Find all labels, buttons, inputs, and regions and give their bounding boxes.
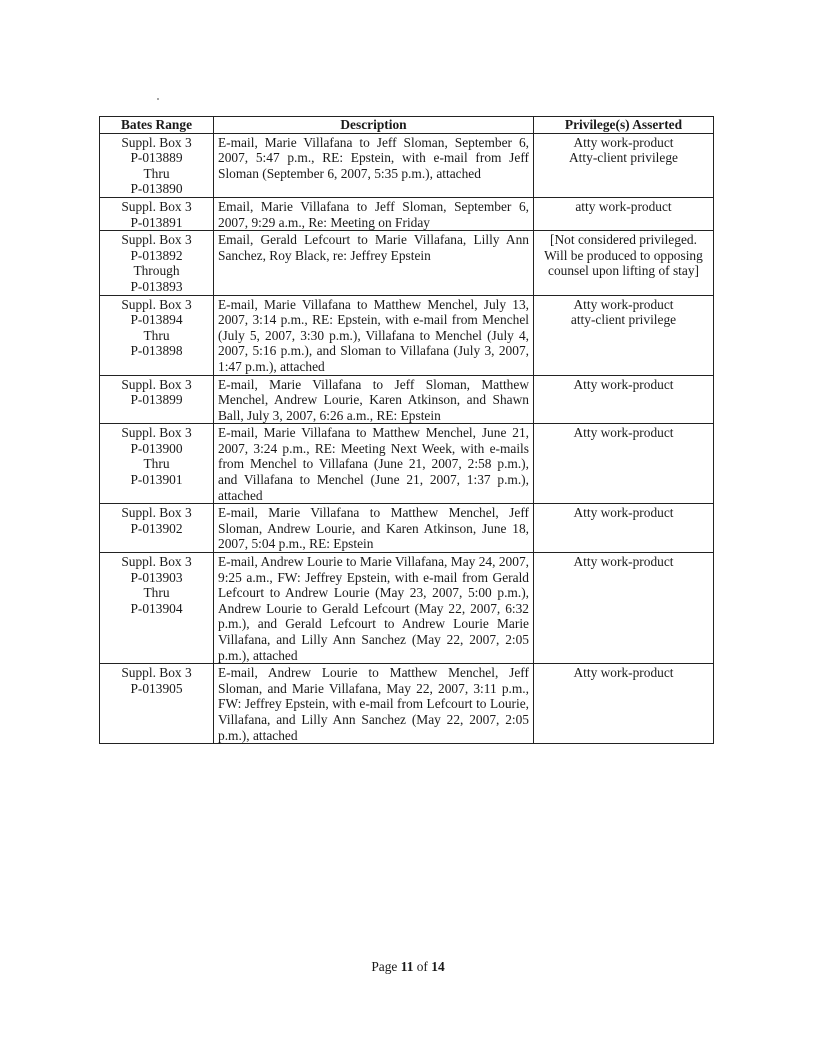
bates-range-cell <box>100 295 214 375</box>
privilege-line: Atty-client privilege <box>569 150 678 166</box>
privilege-line: Atty work-product <box>573 425 674 441</box>
bates-range-cell <box>100 375 214 424</box>
page-number-current: 11 <box>400 959 414 974</box>
privilege-line: Atty work-product <box>573 376 674 392</box>
bates-line: Through <box>133 263 180 279</box>
bates-line: P-013905 <box>130 680 183 696</box>
description-cell: Email, Marie Villafana to Jeff Sloman, September 6, 2007, 9:29 a.m., Re: Meeting on Friday <box>214 197 534 230</box>
bates-line: P-013894 <box>130 312 183 328</box>
bates-line: Suppl. Box 3 <box>121 665 192 681</box>
bates-range-cell <box>100 133 214 197</box>
bates-line: Suppl. Box 3 <box>121 425 192 441</box>
privilege-cell <box>534 504 714 553</box>
privilege-cell <box>534 295 714 375</box>
table-row <box>100 375 714 424</box>
bates-range-cell <box>100 553 214 664</box>
description-cell: E-mail, Andrew Lourie to Matthew Menchel, Jeff Sloman, and Marie Villafana, May 22, 2007, 3:11 p.m., FW: Jeffrey Epstein, with e-mail from Lefcourt to Lourie, Villafana, and Lilly Ann Sanchez (May 22, 2007, 2:05 p.m.), attached <box>214 664 534 744</box>
bates-line: P-013902 <box>130 520 183 536</box>
privilege-cell <box>534 133 714 197</box>
privilege-line: Atty work-product <box>573 134 674 150</box>
bates-line: P-013901 <box>130 472 183 488</box>
table-row <box>100 197 714 230</box>
description-cell: Email, Gerald Lefcourt to Marie Villafana, Lilly Ann Sanchez, Roy Black, re: Jeffrey Epstein <box>214 231 534 295</box>
privilege-log-table <box>99 116 714 744</box>
table-header-row <box>100 117 714 134</box>
scan-speck <box>157 98 159 100</box>
bates-line: P-013904 <box>130 600 183 616</box>
table-row <box>100 133 714 197</box>
page-footer <box>0 959 816 975</box>
bates-line: P-013892 <box>130 247 183 263</box>
description-cell: E-mail, Marie Villafana to Jeff Sloman, September 6, 2007, 5:47 p.m., RE: Epstein, with e-mail from Jeff Sloman (September 6, 2007, 5:35 p.m.), attached <box>214 133 534 197</box>
header-privilege: Privilege(s) Asserted <box>534 117 714 134</box>
bates-line: P-013899 <box>130 392 183 408</box>
bates-range-cell <box>100 504 214 553</box>
description-cell: E-mail, Marie Villafana to Matthew Menchel, June 21, 2007, 3:24 p.m., RE: Meeting Next Week, with e-mails from Menchel to Villafana (June 21, 2007, 2:58 p.m.), and Villafana to Menchel (June 21, 2007, 1:37 p.m.), attached <box>214 424 534 504</box>
table-row <box>100 504 714 553</box>
footer-prefix: Page <box>371 959 401 974</box>
header-bates-range: Bates Range <box>100 117 214 134</box>
bates-line: Thru <box>143 585 170 601</box>
header-description: Description <box>214 117 534 134</box>
privilege-line: [Not considered privileged. Will be produced to opposing counsel upon lifting of stay] <box>544 232 703 279</box>
bates-range-cell <box>100 231 214 295</box>
description-cell: E-mail, Marie Villafana to Matthew Menchel, Jeff Sloman, Andrew Lourie, and Karen Atkinson, June 18, 2007, 5:04 p.m., RE: Epstein <box>214 504 534 553</box>
bates-line: Suppl. Box 3 <box>121 198 192 214</box>
bates-line: P-013903 <box>130 569 183 585</box>
bates-line: Thru <box>143 165 170 181</box>
table-row <box>100 424 714 504</box>
privilege-line: Atty work-product <box>573 505 674 521</box>
page-number-total: 14 <box>431 959 445 974</box>
bates-line: Suppl. Box 3 <box>121 376 192 392</box>
description-cell: E-mail, Andrew Lourie to Marie Villafana, May 24, 2007, 9:25 a.m., FW: Jeffrey Epstein, with e-mail from Gerald Lefcourt to Andrew Lourie (May 23, 2007, 5:00 p.m.), Andrew Lourie to Gerald Lefcourt (May 22, 2007, 6:32 p.m.), and Gerald Lefcourt to Andrew Lourie Marie Villafana, and Lilly Ann Sanchez (May 22, 2007, 2:05 p.m.), attached <box>214 553 534 664</box>
privilege-cell <box>534 197 714 230</box>
privilege-cell <box>534 231 714 295</box>
footer-middle: of <box>413 959 432 974</box>
privilege-line: Atty work-product <box>573 296 674 312</box>
bates-line: Suppl. Box 3 <box>121 554 192 570</box>
privilege-cell <box>534 424 714 504</box>
table-row <box>100 295 714 375</box>
bates-line: P-013890 <box>130 181 183 197</box>
bates-line: Thru <box>143 456 170 472</box>
table-row <box>100 231 714 295</box>
privilege-line: Atty work-product <box>573 665 674 681</box>
bates-line: P-013898 <box>130 343 183 359</box>
privilege-cell <box>534 553 714 664</box>
privilege-cell <box>534 664 714 744</box>
bates-line: Suppl. Box 3 <box>121 232 192 248</box>
bates-line: P-013900 <box>130 440 183 456</box>
table-row <box>100 664 714 744</box>
bates-range-cell <box>100 197 214 230</box>
table-body <box>100 133 714 744</box>
privilege-line: atty work-product <box>575 198 672 214</box>
bates-line: Suppl. Box 3 <box>121 505 192 521</box>
bates-range-cell <box>100 424 214 504</box>
privilege-cell <box>534 375 714 424</box>
bates-line: Suppl. Box 3 <box>121 296 192 312</box>
bates-range-cell <box>100 664 214 744</box>
bates-line: P-013891 <box>130 214 183 230</box>
privilege-line: Atty work-product <box>573 554 674 570</box>
bates-line: Thru <box>143 327 170 343</box>
description-cell: E-mail, Marie Villafana to Jeff Sloman, Matthew Menchel, Andrew Lourie, Karen Atkinson, and Shawn Ball, July 3, 2007, 6:26 a.m., RE: Epstein <box>214 375 534 424</box>
privilege-line: atty-client privilege <box>570 312 677 328</box>
bates-line: Suppl. Box 3 <box>121 134 192 150</box>
description-cell: E-mail, Marie Villafana to Matthew Menchel, July 13, 2007, 3:14 p.m., RE: Epstein, with e-mail from Menchel (July 5, 2007, 3:30 p.m.), Villafana to Menchel (July 4, 2007, 5:16 p.m.), and Sloman to Villafana (July 3, 2007, 1:47 p.m.), attached <box>214 295 534 375</box>
bates-line: P-013889 <box>130 150 183 166</box>
table-row <box>100 553 714 664</box>
bates-line: P-013893 <box>130 278 183 294</box>
